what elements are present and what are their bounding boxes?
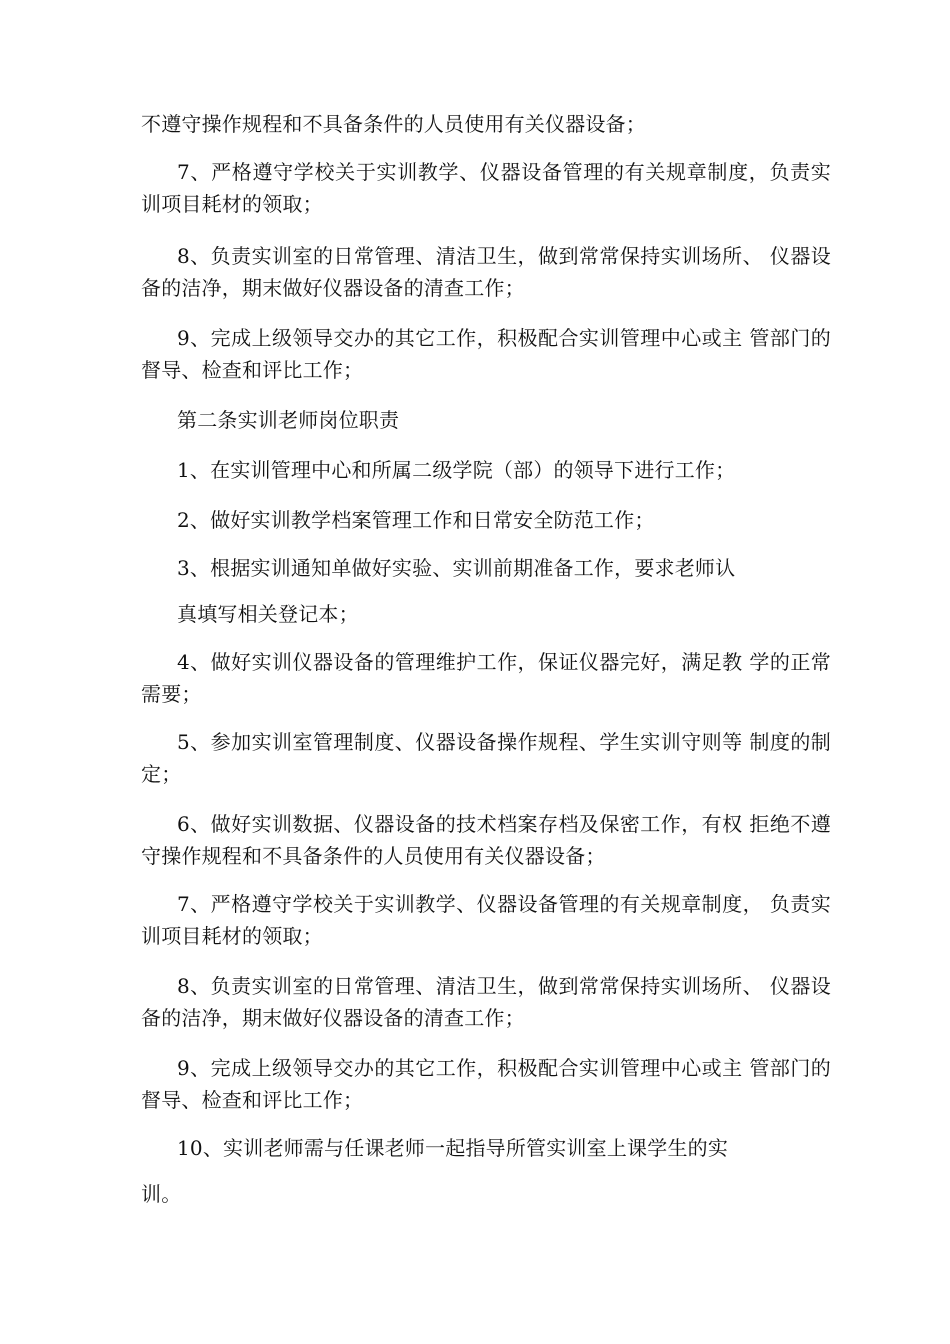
- paragraph-item-7: 7、严格遵守学校关于实训教学、仪器设备管理的有关规章制度，负责实训项目耗材的领取；: [141, 160, 831, 216]
- paragraph-item-3: 3、根据实训通知单做好实验、实训前期准备工作，要求老师认: [177, 556, 736, 580]
- paragraph-item-8-repeat: 8、负责实训室的日常管理、清洁卫生，做到常常保持实训场所、 仪器设备的洁净，期末做好仪器设备的清查工作；: [141, 974, 831, 1030]
- paragraph-item-4: 4、做好实训仪器设备的管理维护工作，保证仪器完好，满足教 学的正常需要；: [141, 650, 831, 706]
- paragraph-item-10-continuation: 训。: [141, 1182, 182, 1206]
- paragraph-item-10: 10、实训老师需与任课老师一起指导所管实训室上课学生的实: [177, 1136, 729, 1160]
- paragraph-item-1: 1、在实训管理中心和所属二级学院（部）的领导下进行工作；: [177, 458, 736, 482]
- paragraph-continuation: 不遵守操作规程和不具备条件的人员使用有关仪器设备；: [141, 112, 646, 136]
- paragraph-item-3-continuation: 真填写相关登记本；: [177, 602, 359, 626]
- paragraph-item-5: 5、参加实训室管理制度、仪器设备操作规程、学生实训守则等 制度的制定；: [141, 730, 831, 786]
- paragraph-item-9: 9、完成上级领导交办的其它工作，积极配合实训管理中心或主 管部门的督导、检查和评比工作；: [141, 326, 831, 382]
- paragraph-item-8: 8、负责实训室的日常管理、清洁卫生，做到常常保持实训场所、 仪器设备的洁净，期末做好仪器设备的清查工作；: [141, 244, 831, 300]
- paragraph-item-2: 2、做好实训教学档案管理工作和日常安全防范工作；: [177, 508, 655, 532]
- paragraph-item-9-repeat: 9、完成上级领导交办的其它工作，积极配合实训管理中心或主 管部门的督导、检查和评比工作；: [141, 1056, 831, 1112]
- section-heading: 第二条实训老师岗位职责: [177, 408, 400, 432]
- paragraph-item-6: 6、做好实训数据、仪器设备的技术档案存档及保密工作，有权 拒绝不遵守操作规程和不具备条件的人员使用有关仪器设备；: [141, 812, 831, 868]
- paragraph-item-7-repeat: 7、严格遵守学校关于实训教学、仪器设备管理的有关规章制度， 负责实训项目耗材的领取；: [141, 892, 831, 948]
